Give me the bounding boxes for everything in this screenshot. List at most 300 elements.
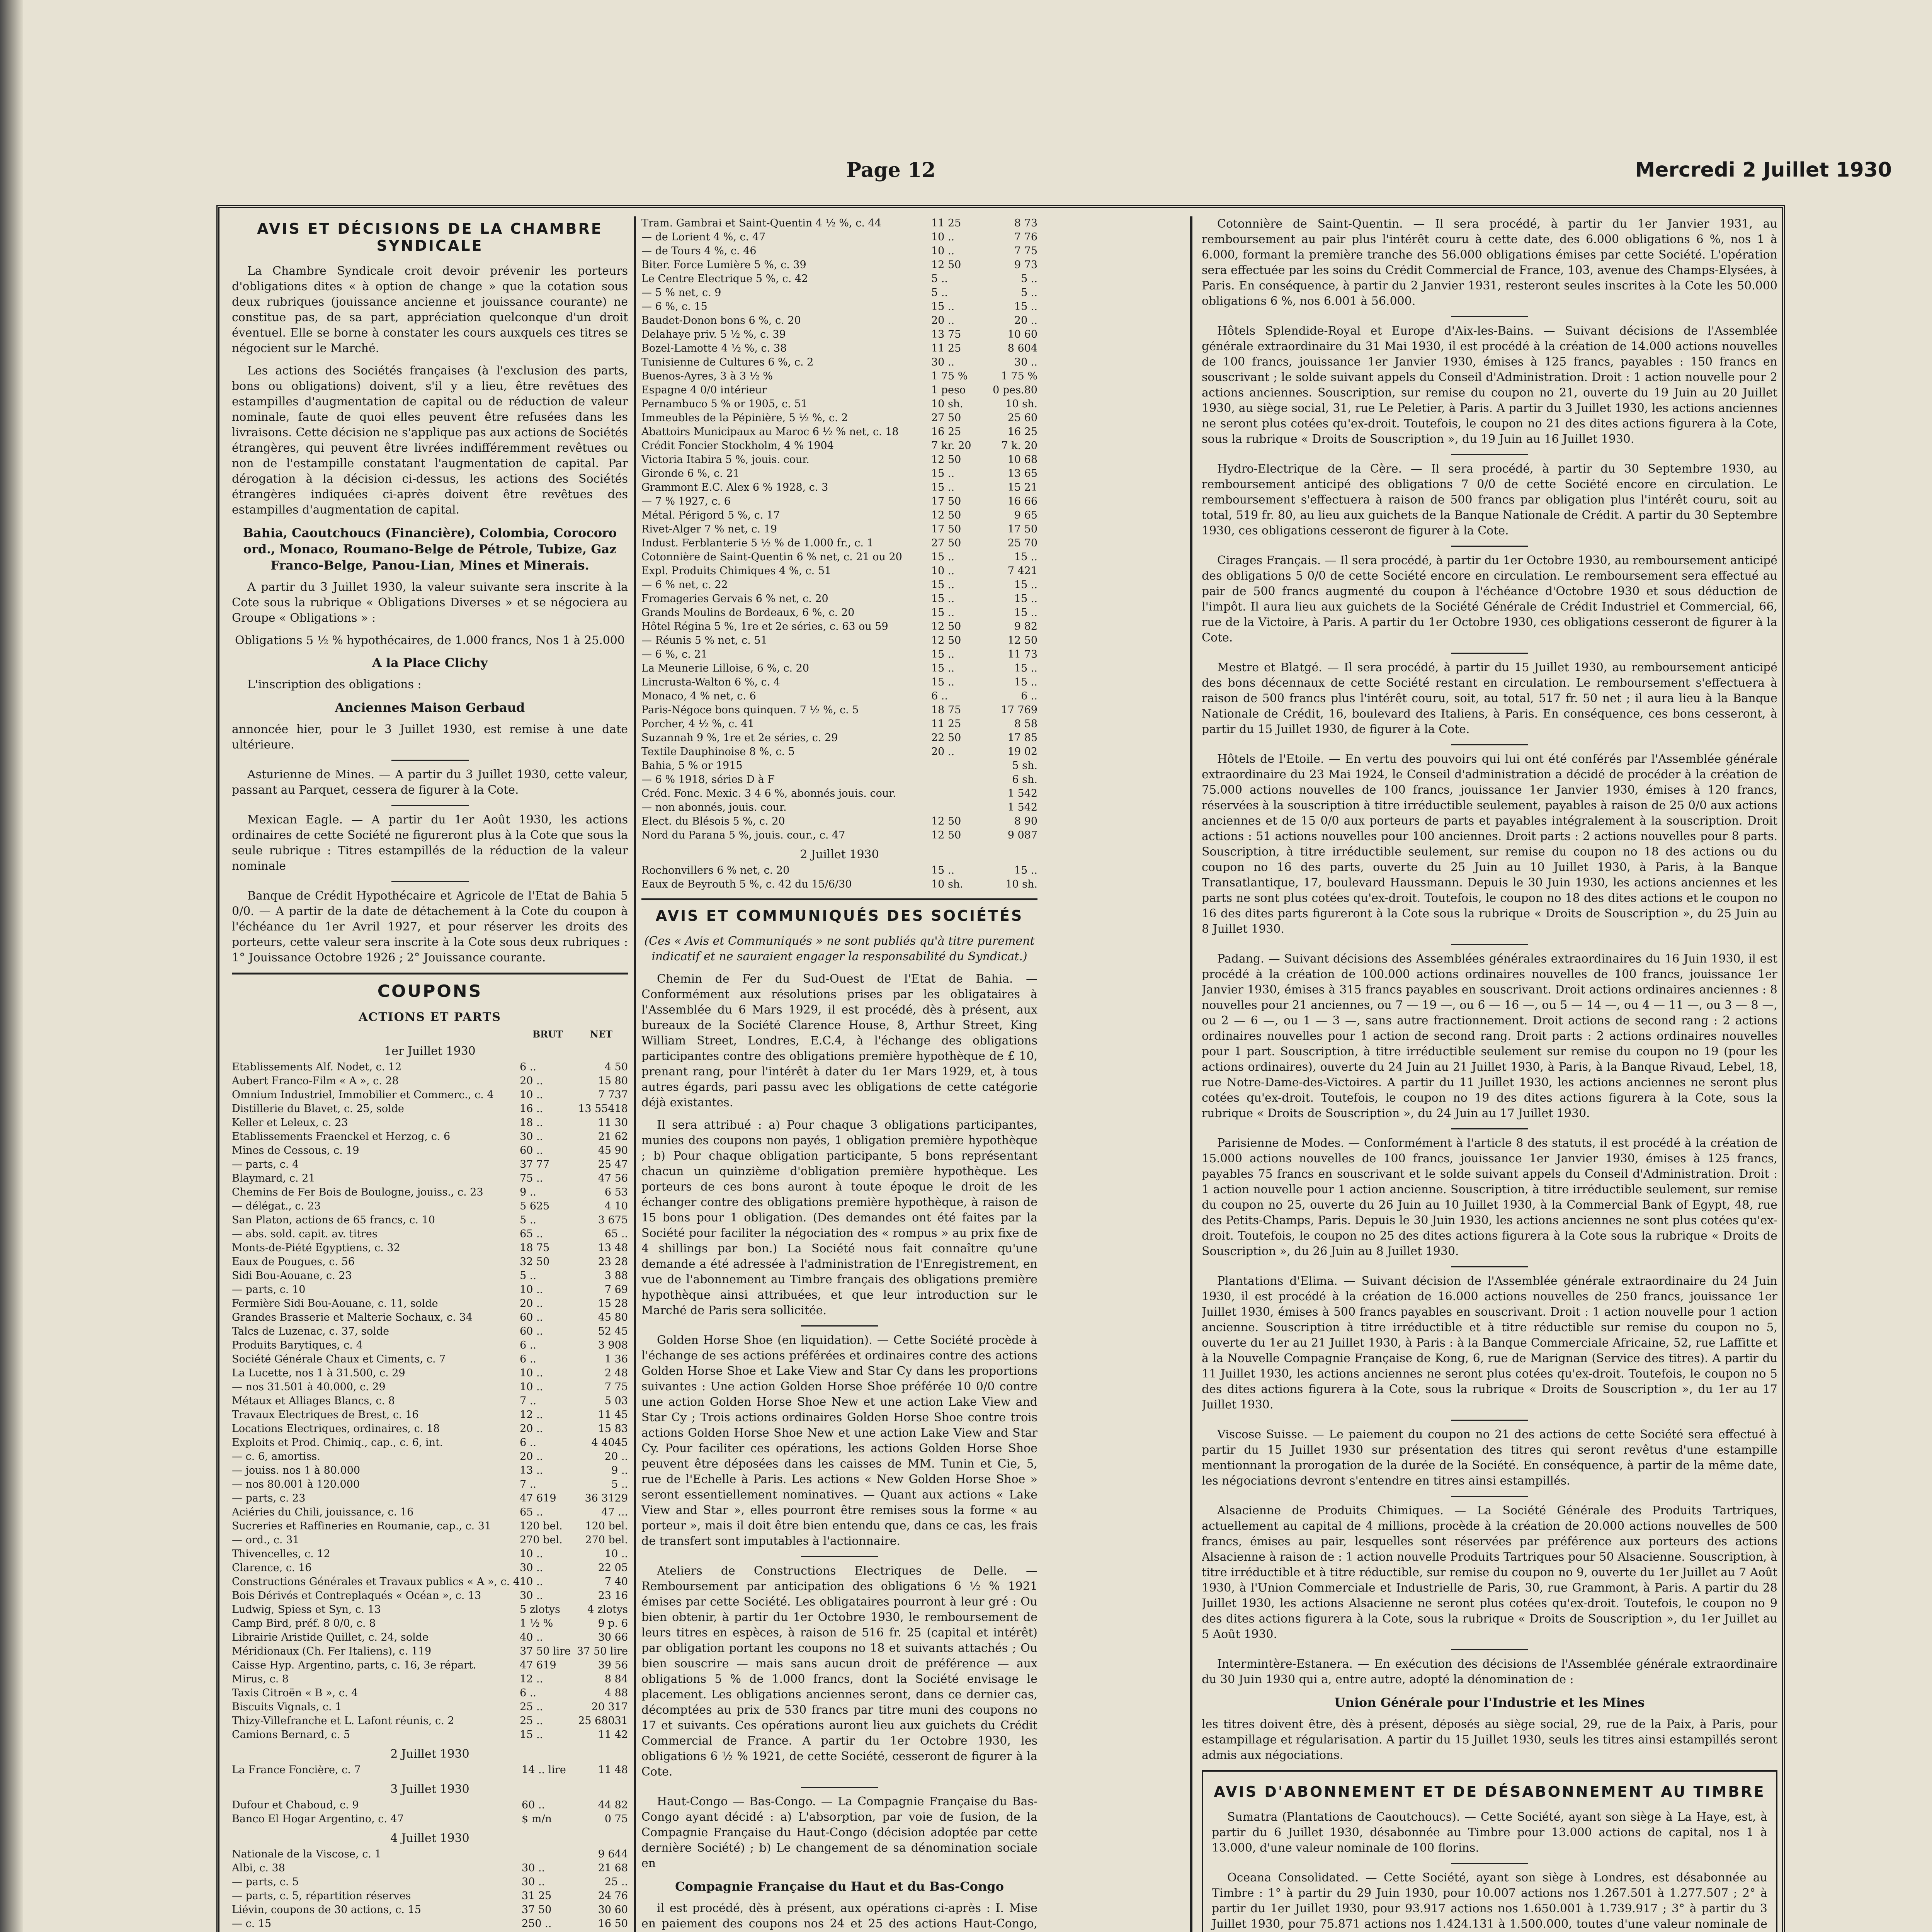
column-right xyxy=(1202,216,1777,1932)
coupon-brut: 27 50 xyxy=(931,537,961,549)
coupon-name: Ludwig, Spiess et Syn, c. 13 xyxy=(232,1604,381,1616)
coupon-brut: 7 kr. 20 xyxy=(931,440,971,452)
coupon-name: Indust. Ferblanterie 5 ½ % de 1.000 fr., c. 1 xyxy=(641,537,874,549)
divider xyxy=(1451,316,1528,317)
coupon-net: 3 88 xyxy=(604,1270,628,1282)
coupon-name: Métal. Périgord 5 %, c. 17 xyxy=(641,509,780,521)
avis-paragraph: Les actions des Sociétés françaises (à l'exclusion des parts, bons ou obligations) doivent, s'il y a lieu, être revêtues des estampilles d'augmentation de capital ou de réduction de valeur nominale, faute de quoi elles peuvent être refusées dans les livraisons. Cette décision ne s'applique pas aux actions de Sociétés étrangères, qui peuvent être livrées indifféremment revêtues ou non de l'estampille constatant l'augmentation de capital. Par dérogation à la décision ci-dessus, les actions des Sociétés étrangères indiquées ci-après doivent être revêtues des estampilles d'augmentation de capital. xyxy=(232,364,628,517)
coupon-brut: 47 619 xyxy=(520,1492,556,1504)
coupon-net: 11 30 xyxy=(598,1117,628,1129)
coupon-row xyxy=(232,1213,628,1227)
coupon-net: 16 25 xyxy=(1007,426,1037,438)
coupon-name: Victoria Itabira 5 %, jouis. cour. xyxy=(641,454,810,466)
coupon-brut: 60 .. xyxy=(522,1799,545,1811)
coupon-net: 15 .. xyxy=(1014,662,1037,674)
coupon-name: Société Générale Chaux et Ciments, c. 7 xyxy=(232,1353,446,1365)
coupon-row xyxy=(641,328,1037,342)
page-date: Mercredi 2 Juillet 1930 xyxy=(1635,158,1892,182)
coupon-row xyxy=(641,355,1037,369)
coupon-net: 15 .. xyxy=(1014,551,1037,563)
coupon-net: 8 58 xyxy=(1014,718,1037,730)
date-heading: 3 Juillet 1930 xyxy=(390,1782,469,1796)
coupon-brut: 7 .. xyxy=(520,1478,536,1490)
coupon-name: Métaux et Alliages Blancs, c. 8 xyxy=(232,1395,395,1407)
coupon-row xyxy=(641,258,1037,272)
coupon-name: Grands Moulins de Bordeaux, 6 %, c. 20 xyxy=(641,607,855,619)
coupon-brut: 6 .. xyxy=(520,1061,536,1073)
coupon-net: 7 k. 20 xyxy=(1001,440,1037,452)
avis-company-list: Bahia, Caoutchoucs (Financière), Colombia, Corocoro ord., Monaco, Roumano-Belge de Pétrole, Tubize, Gaz Franco-Belge, Panou-Lian, Mines et Minerais. xyxy=(243,526,617,573)
coupon-net: 44 82 xyxy=(598,1799,628,1811)
coupon-name: Grandes Brasserie et Malterie Sochaux, c. 34 xyxy=(232,1311,473,1323)
coupon-brut: 20 .. xyxy=(931,315,955,327)
coupon-brut: 120 bel. xyxy=(520,1520,563,1532)
divider xyxy=(1451,1128,1528,1129)
coupon-net: 120 bel. xyxy=(585,1520,628,1532)
coupon-brut: 6 .. xyxy=(931,690,948,702)
coupon-row xyxy=(641,878,1037,891)
coupon-row xyxy=(232,1889,628,1903)
coupon-table xyxy=(641,216,1037,842)
coupon-row xyxy=(232,1450,628,1464)
coupon-row xyxy=(232,1561,628,1575)
coupon-row xyxy=(232,1603,628,1617)
coupon-net: 22 05 xyxy=(598,1562,628,1574)
coupon-net: 5 sh. xyxy=(1012,760,1037,772)
notice-paragraph: Mestre et Blatgé. — Il sera procédé, à partir du 15 Juillet 1930, au remboursement anticipé des bons décennaux de cette Société restant en circulation. Le remboursement s'effectuera à raison de 500 francs plus l'intérêt couru, soit, au total, 517 fr. 50 net ; il aura lieu à la Banque Nationale de Crédit, 16, boulevard des Italiens, à Paris. En conséquence, ces bons cesseront, à partir du 15 Juillet 1930, de figurer à la Cote. xyxy=(1202,661,1777,736)
coupon-brut: 30 .. xyxy=(522,1862,545,1874)
coupon-net: 39 56 xyxy=(598,1659,628,1671)
coupon-name: Fromageries Gervais 6 % net, c. 20 xyxy=(641,593,828,605)
coupon-name: Porcher, 4 ½ %, c. 41 xyxy=(641,718,754,730)
coupon-name: Travaux Electriques de Brest, c. 16 xyxy=(232,1409,419,1421)
coupon-name: Baudet-Donon bons 6 %, c. 20 xyxy=(641,315,801,327)
coupon-name: Tram. Gambrai et Saint-Quentin 4 ½ %, c. 44 xyxy=(641,217,881,229)
coupon-net: 16 50 xyxy=(598,1918,628,1930)
coupon-row xyxy=(641,815,1037,828)
avis-paragraph: L'inscription des obligations : xyxy=(247,678,422,691)
coupon-brut: 15 .. xyxy=(520,1729,543,1741)
timbre-title: AVIS D'ABONNEMENT ET DE DÉSABONNEMENT AU TIMBRE xyxy=(1214,1783,1765,1800)
coupon-net: 25 .. xyxy=(604,1876,628,1888)
coupon-name: Rivet-Alger 7 % net, c. 19 xyxy=(641,523,777,535)
coupon-net: 15 .. xyxy=(1014,676,1037,688)
coupon-table xyxy=(232,1847,628,1932)
coupon-net: 7 69 xyxy=(604,1284,628,1296)
coupon-brut: $ m/n xyxy=(522,1813,552,1825)
divider xyxy=(801,1556,878,1557)
coupon-brut: 12 50 xyxy=(931,815,961,827)
notice-paragraph: Hydro-Electrique de la Cère. — Il sera procédé, à partir du 30 Septembre 1930, au remboursement anticipé des obligations 7 0/0 de cette Société encore en circulation. Le remboursement s'effectuera à raison de 500 francs par obligation plus l'intérêt couru, soit au total, 519 fr. 80, au lieu aux guichets de la Banque Nationale de Crédit. A partir du 30 Septembre 1930, ces obligations cesseront de figurer à la Cote. xyxy=(1202,462,1777,537)
coupon-row xyxy=(232,1158,628,1172)
coupon-row xyxy=(232,1116,628,1130)
column-headers xyxy=(232,1029,612,1040)
coupon-net: 37 50 lire xyxy=(577,1645,628,1657)
coupon-name: Rochonvillers 6 % net, c. 20 xyxy=(641,864,790,876)
coupon-net: 11 48 xyxy=(598,1764,628,1776)
coupon-table xyxy=(232,1798,628,1826)
coupon-row xyxy=(641,453,1037,467)
coupon-name: Clarence, c. 16 xyxy=(232,1562,312,1574)
coupon-net: 7 421 xyxy=(1007,565,1037,577)
date-heading: 2 Juillet 1930 xyxy=(800,848,879,861)
coupon-name: Fermière Sidi Bou-Aouane, c. 11, solde xyxy=(232,1298,438,1310)
column-left xyxy=(232,216,628,1932)
coupon-net: 20 317 xyxy=(591,1701,628,1713)
coupon-brut: 25 .. xyxy=(520,1701,543,1713)
coupon-row xyxy=(232,1255,628,1269)
notice-paragraph: Ateliers de Constructions Electriques de Delle. — Remboursement par anticipation des obligations 6 ½ % 1921 émises par cette Société. Les obligataires pourront à leur gré : Ou bien obtenir, à partir du 1er Octobre 1930, le remboursement de leurs titres en espèces, à raison de 516 fr. 25 (capital et intérêt) par obligation portant les coupons no 18 et suivants attachés ; Ou bien souscrire — mais sans aucun droit de préférence — aux obligations 5 % de 1.000 francs, dont la Société envisage le placement. Les obligations anciennes seront, dans ce dernier cas, décomptées au prix de 530 francs par titre muni des coupons no 17 et suivants. Ces opérations auront lieu aux guichets du Crédit Commercial de France. A partir du 1er Octobre 1930, les obligations 6 ½ % 1921, de cette Société, cesseront de figurer à la Cote. xyxy=(641,1564,1037,1779)
avis-paragraph: Asturienne de Mines. — A partir du 3 Juillet 1930, cette valeur, passant au Parquet, cessera de figurer à la Cote. xyxy=(232,768,628,797)
coupon-name: Caisse Hyp. Argentino, parts, c. 16, 3e répart. xyxy=(232,1659,476,1671)
avis-line: A la Place Clichy xyxy=(372,655,488,670)
coupon-name: — délégat., c. 23 xyxy=(232,1200,321,1212)
coupon-name: — parts, c. 23 xyxy=(232,1492,306,1504)
coupon-net: 7 75 xyxy=(604,1381,628,1393)
coupon-row xyxy=(232,1700,628,1714)
coupon-net: 13 55418 xyxy=(578,1103,628,1115)
coupon-net: 45 90 xyxy=(598,1145,628,1156)
coupon-row xyxy=(232,1686,628,1700)
coupon-name: Camp Bird, préf. 8 0/0, c. 8 xyxy=(232,1617,376,1629)
coupon-brut: 7 .. xyxy=(520,1395,536,1407)
coupon-brut: 5 625 xyxy=(520,1200,550,1212)
coupon-row xyxy=(641,314,1037,328)
coupon-net: 5 03 xyxy=(604,1395,628,1407)
coupon-net: 2 48 xyxy=(604,1367,628,1379)
coupon-brut: 15 .. xyxy=(931,648,955,660)
coupon-name: Chemins de Fer Bois de Boulogne, jouiss., c. 23 xyxy=(232,1186,483,1198)
coupon-net: 9 82 xyxy=(1014,621,1037,633)
coupon-net: 13 48 xyxy=(598,1242,628,1254)
coupon-brut: 30 .. xyxy=(931,356,955,368)
coupon-net: 15 80 xyxy=(598,1075,628,1087)
coupon-row xyxy=(232,1519,628,1533)
timbre-paragraph: Oceana Consolidated. — Cette Société, ayant son siège à Londres, est désabonnée au Timbre : 1° à partir du 29 Juin 1930, pour 10.007 actions nos 1.267.501 à 1.277.507 ; 2° à partir du 1er Juillet 1930, pour 93.917 actions nos 1.650.001 à 1.739.917 ; 3° à partir du 3 Juillet 1930, pour 75.871 actions nos 1.424.131 à 1.500.000, toutes d'une valeur nominale de xyxy=(1212,1871,1767,1931)
divider xyxy=(1451,1863,1528,1864)
coupon-row xyxy=(232,1297,628,1311)
coupon-name: Elect. du Blésois 5 %, c. 20 xyxy=(641,815,785,827)
coupon-net: 7 40 xyxy=(604,1576,628,1588)
divider xyxy=(391,805,469,806)
divider xyxy=(1451,546,1528,547)
coupon-row xyxy=(232,1380,628,1394)
coupon-name: — parts, c. 4 xyxy=(232,1158,299,1170)
coupon-row xyxy=(641,620,1037,634)
coupon-row xyxy=(641,592,1037,606)
coupon-name: — de Lorient 4 %, c. 47 xyxy=(641,231,766,243)
coupon-name: Lincrusta-Walton 6 %, c. 4 xyxy=(641,676,781,688)
coupon-net: 15 .. xyxy=(1014,579,1037,591)
coupon-row xyxy=(641,230,1037,244)
coupon-net: 47 ... xyxy=(601,1506,628,1518)
coupon-row xyxy=(232,1394,628,1408)
coupon-net: 9 .. xyxy=(611,1464,628,1476)
coupon-name: Exploits et Prod. Chimiq., cap., c. 6, int. xyxy=(232,1437,443,1449)
notice-company-name: Union Générale pour l'Industrie et les Mines xyxy=(1334,1695,1645,1710)
coupon-row xyxy=(232,1631,628,1645)
coupon-name: — 6 % net, c. 22 xyxy=(641,579,728,591)
coupon-row xyxy=(641,383,1037,397)
coupon-name: — 6 %, c. 15 xyxy=(641,301,707,313)
coupon-row xyxy=(232,1903,628,1917)
coupon-name: San Platon, actions de 65 francs, c. 10 xyxy=(232,1214,435,1226)
coupon-row xyxy=(641,397,1037,411)
coupon-net: 9 73 xyxy=(1014,259,1037,271)
coupon-name: Nationale de la Viscose, c. 1 xyxy=(232,1848,381,1860)
coupon-name: Tunisienne de Cultures 6 %, c. 2 xyxy=(641,356,814,368)
coupon-net: 6 sh. xyxy=(1012,774,1037,786)
coupon-brut xyxy=(931,759,980,773)
coupon-brut: 6 .. xyxy=(520,1437,536,1449)
coupon-name: — 7 % 1927, c. 6 xyxy=(641,495,731,507)
coupon-name: Mines de Cessous, c. 19 xyxy=(232,1145,359,1156)
coupon-row xyxy=(232,1645,628,1658)
coupon-net: 52 45 xyxy=(598,1325,628,1337)
coupon-net: 7 737 xyxy=(598,1089,628,1101)
coupon-brut: 30 .. xyxy=(520,1562,543,1574)
coupon-net: 6 53 xyxy=(604,1186,628,1198)
coupon-net: 25 68031 xyxy=(578,1715,628,1727)
date-heading: 2 Juillet 1930 xyxy=(390,1747,469,1761)
date-heading: 4 Juillet 1930 xyxy=(390,1832,469,1845)
coupon-name: Librairie Aristide Quillet, c. 24, solde xyxy=(232,1631,429,1643)
coupon-row xyxy=(641,536,1037,550)
coupon-net: 4 88 xyxy=(604,1687,628,1699)
coupon-row xyxy=(232,1478,628,1492)
coupon-brut: 12 50 xyxy=(931,509,961,521)
notice-paragraph: les titres doivent être, dès à présent, déposés au siège social, 29, rue de la Paix, à Paris, pour estampillage et régularisation. A partir du 15 Juillet 1930, seuls les titres ainsi estampillés seront admis aux négociations. xyxy=(1202,1718,1777,1762)
coupon-brut: 13 .. xyxy=(520,1464,543,1476)
coupon-net: 24 76 xyxy=(598,1890,628,1902)
coupon-row xyxy=(641,481,1037,495)
coupon-brut: 13 75 xyxy=(931,328,961,340)
coupon-brut: 60 .. xyxy=(520,1145,543,1156)
coupon-row xyxy=(232,1269,628,1283)
coupon-brut: 31 25 xyxy=(522,1890,552,1902)
coupon-net: 19 02 xyxy=(1007,746,1037,758)
coupon-row xyxy=(641,272,1037,286)
avis-line: Obligations 5 ½ % hypothécaires, de 1.000 francs, Nos 1 à 25.000 xyxy=(235,634,625,647)
notice-paragraph: Alsacienne de Produits Chimiques. — La Société Générale des Produits Tartriques, actuellement au capital de 4 millions, procède à la création de 20.000 actions nouvelles de 500 francs, émises au pair, lesquelles sont réservées par préférence aux porteurs des actions Alsacienne à raison de : 1 action nouvelle Produits Tartriques pour 50 Alsacienne. Souscription, à titre irréductible et à titre réductible, sur remise du coupon no 9, ouverte du 1er Juillet au 7 Août 1930, à l'Union Commerciale et Industrielle de Paris, 30, rue Grammont, à Paris. A partir du 28 Juillet 1930, les actions Alsacienne ne seront plus cotées qu'ex-droit. Toutefois, le coupon no 9 des dites actions figurera à la Cote, sous la rubrique « Droits de Souscription », du 1er Juillet au 5 Août 1930. xyxy=(1202,1504,1777,1641)
coupon-row xyxy=(641,244,1037,258)
coupon-brut: 12 .. xyxy=(520,1673,543,1685)
coupon-net: 13 65 xyxy=(1007,468,1037,480)
avis-communiques-title: AVIS ET COMMUNIQUÉS DES SOCIÉTÉS xyxy=(655,907,1024,924)
coupon-row xyxy=(232,1130,628,1144)
coupon-name: Camions Bernard, c. 5 xyxy=(232,1729,350,1741)
coupon-row xyxy=(232,1658,628,1672)
coupon-net: 8 84 xyxy=(604,1673,628,1685)
divider xyxy=(801,1787,878,1788)
timbre-box xyxy=(1202,1770,1777,1932)
coupon-brut: 10 sh. xyxy=(931,878,963,890)
divider xyxy=(391,760,469,761)
coupon-row xyxy=(641,731,1037,745)
coupon-brut: 15 .. xyxy=(931,864,955,876)
coupon-name: Suzannah 9 %, 1re et 2e séries, c. 29 xyxy=(641,732,838,744)
coupon-net: 30 66 xyxy=(598,1631,628,1643)
coupon-net: 4 50 xyxy=(604,1061,628,1073)
coupon-brut: 10 .. xyxy=(931,565,955,577)
coupon-row xyxy=(232,1464,628,1478)
avis-paragraph: annoncée hier, pour le 3 Juillet 1930, est remise à une date ultérieure. xyxy=(232,723,628,752)
notice-paragraph: Cotonnière de Saint-Quentin. — Il sera procédé, à partir du 1er Janvier 1931, au remboursement au pair plus l'intérêt couru à cette date, des 6.000 obligations 6 %, nos 1 à 6.000, formant la première tranche des 56.000 obligations émises par cette Société. L'opération sera effectuée par les soins du Crédit Commercial de France, 103, avenue des Champs-Elysées, à Paris. En conséquence, à partir du 2 Janvier 1931, resteront seules inscrites à la Cote les 50.000 obligations 6 %, nos 6.001 à 56.000. xyxy=(1202,217,1777,308)
notice-paragraph: Cirages Français. — Il sera procédé, à partir du 1er Octobre 1930, au remboursement anticipé des obligations 5 0/0 de cette Société encore en circulation. Le remboursement sera effectué au pair de 500 francs augmenté du coupon à l'échéance d'Octobre 1930 et sous déduction de l'impôt. Il aura lieu aux guichets de la Société Générale de Crédit Industriel et Commercial, 66, rue de la Victoire, à Paris. A partir du 1er Octobre 1930, ces obligations cesseront de figurer à la Cote. xyxy=(1202,554,1777,645)
notice-paragraph: Il sera attribué : a) Pour chaque 3 obligations participantes, munies des coupons non payés, 1 obligation première hypothèque ; b) Pour chaque obligation participante, 5 bons représentant chacun un quinzième d'obligation première hypothèque. Les porteurs de ces bons auront à toute époque le droit de les échanger contre des obligations première hypothèque, à raison de 15 bons pour 1 obligation. (Des demandes ont été faites par la Société pour faciliter la négociation des « rompus » au prix fixe de 4 shillings par bon.) La Société nous fait connaître qu'une demande a été adressée à l'administration de l'Enregistrement, en vue de l'abonnement au Timbre français des obligations première hypothèque ainsi attribuées, et que leur introduction sur le Marché de Paris sera sollicitée. xyxy=(641,1118,1037,1317)
coupon-name: Delahaye priv. 5 ½ %, c. 39 xyxy=(641,328,786,340)
coupon-row xyxy=(232,1060,628,1074)
coupon-brut: 10 sh. xyxy=(931,398,963,410)
coupon-row xyxy=(232,1283,628,1297)
coupon-name: Grammont E.C. Alex 6 % 1928, c. 3 xyxy=(641,481,828,493)
page-number: Page 12 xyxy=(846,158,936,182)
coupon-name: Abattoirs Municipaux au Maroc 6 ½ % net, c. 18 xyxy=(641,426,899,438)
coupon-brut: 32 50 xyxy=(520,1256,550,1268)
column-rule xyxy=(1190,216,1192,1932)
coupon-name: Gironde 6 %, c. 21 xyxy=(641,468,740,480)
coupon-name: Mirus, c. 8 xyxy=(232,1673,289,1685)
coupon-name: Constructions Générales et Travaux publics « A », c. 4 xyxy=(232,1576,520,1588)
coupon-name: Keller et Leleux, c. 23 xyxy=(232,1117,348,1129)
coupon-net: 15 21 xyxy=(1007,481,1037,493)
coupon-brut: 5 .. xyxy=(520,1214,536,1226)
coupon-net: 4 4045 xyxy=(591,1437,628,1449)
coupon-brut: 20 .. xyxy=(931,746,955,758)
coupon-row xyxy=(232,1366,628,1380)
coupon-brut: 12 50 xyxy=(931,621,961,633)
coupon-net: 8 604 xyxy=(1007,342,1037,354)
coupon-name: Produits Barytiques, c. 4 xyxy=(232,1339,363,1351)
coupon-row xyxy=(641,342,1037,355)
coupon-row xyxy=(641,634,1037,648)
coupon-row xyxy=(232,1505,628,1519)
coupon-row xyxy=(641,801,1037,815)
coupon-brut: 10 .. xyxy=(520,1548,543,1560)
coupon-row xyxy=(232,1492,628,1505)
coupon-net: 16 66 xyxy=(1007,495,1037,507)
coupon-row xyxy=(641,703,1037,717)
coupon-name: Bozel-Lamotte 4 ½ %, c. 38 xyxy=(641,342,787,354)
coupon-net: 11 73 xyxy=(1007,648,1037,660)
notice-paragraph: Chemin de Fer du Sud-Ouest de l'Etat de Bahia. — Conformément aux résolutions prises par les obligataires à l'Assemblée du 6 Mars 1929, il est procédé, dès à présent, aux bureaux de la Société Clarence House, 8, Arthur Street, King William Street, Londres, E.C.4, à l'échange des obligations participantes contre des obligations première hypothèque de £ 10, prenant rang, pour l'intérêt à dater du 1er Mars 1929, et, à tous autres égards, pari passu avec les obligations de cette catégorie déjà existantes. xyxy=(641,972,1037,1109)
coupon-net: 30 .. xyxy=(1014,356,1037,368)
coupon-brut: 16 .. xyxy=(520,1103,543,1115)
coupon-row xyxy=(232,1917,628,1931)
divider xyxy=(1451,744,1528,745)
coupon-name: Crédit Foncier Stockholm, 4 % 1904 xyxy=(641,440,834,452)
coupon-name: Thizy-Villefranche et L. Lafont réunis, c. 2 xyxy=(232,1715,454,1727)
coupon-row xyxy=(232,1325,628,1338)
coupon-brut: 20 .. xyxy=(520,1075,543,1087)
coupon-brut: 10 .. xyxy=(931,231,955,243)
coupon-row xyxy=(641,425,1037,439)
coupon-brut: 20 .. xyxy=(520,1451,543,1463)
coupon-row xyxy=(641,509,1037,522)
divider xyxy=(1451,944,1528,945)
coupon-net: 45 80 xyxy=(598,1311,628,1323)
coupon-row xyxy=(232,1547,628,1561)
coupon-name: Aubert Franco-Film « A », c. 28 xyxy=(232,1075,399,1087)
coupon-net: 47 56 xyxy=(598,1172,628,1184)
coupon-name: Méridionaux (Ch. Fer Italiens), c. 119 xyxy=(232,1645,432,1657)
coupon-brut: 65 .. xyxy=(520,1228,543,1240)
coupon-row xyxy=(232,1102,628,1116)
coupon-brut: 5 zlotys xyxy=(520,1604,560,1616)
notice-paragraph: Hôtels de l'Etoile. — En vertu des pouvoirs qui lui ont été conférés par l'Assemblée générale extraordinaire du 23 Mai 1924, le Conseil d'administration a décidé de procéder à la création de 75.000 actions nouvelles de 100 francs, jouissance 1er Janvier 1930, émises à 120 francs, réservées à la souscription à titre irréductible seulement, payables à raison de 25 0/0 aux actions anciennes et de 15 0/0 aux porteurs de parts et payables intégralement à la souscription. Droit actions : 51 actions nouvelles pour 100 anciennes. Droit parts : 2 actions nouvelles pour 8 parts. Souscription, à titre irréductible seulement, sur remise du coupon no 18 des actions ou du coupon no 16 des parts, ouverte du 25 Juin au 10 Juillet 1930, à Paris, à la Banque Transatlantique, 17, boulevard Haussmann. Depuis le 30 Juin 1930, les actions anciennes et les parts ne sont plus cotées qu'ex-droit. Toutefois, le coupon no 18 des dites actions et le coupon no 16 des dites parts figureront à la Cote sous la rubrique « Droits de Souscription », du 25 Juin au 8 Juillet 1930. xyxy=(1202,752,1777,936)
coupon-name: Biscuits Vignals, c. 1 xyxy=(232,1701,342,1713)
divider xyxy=(1451,454,1528,455)
coupon-brut: 16 25 xyxy=(931,426,961,438)
coupon-brut: 15 .. xyxy=(931,676,955,688)
coupon-net: 1 36 xyxy=(604,1353,628,1365)
coupon-net: 8 90 xyxy=(1014,815,1037,827)
coupon-brut: 11 25 xyxy=(931,217,961,229)
coupon-brut xyxy=(522,1847,570,1861)
section-bar xyxy=(232,973,628,975)
coupon-name: — parts, c. 5, répartition réserves xyxy=(232,1890,411,1902)
coupon-brut: 17 50 xyxy=(931,523,961,535)
coupon-net: 36 3129 xyxy=(585,1492,628,1504)
avis-paragraph: La Chambre Syndicale croit devoir prévenir les porteurs d'obligations dites « à option de change » que la cotation sous deux rubriques (jouissance ancienne et jouissance courante) ne constitue pas, de sa part, appréciation quelconque d'un droit éventuel. Elle se borne à constater les cours auxquels ces titres se négocient sur le Marché. xyxy=(232,264,628,355)
coupon-row xyxy=(641,495,1037,509)
coupon-row xyxy=(641,216,1037,230)
page-header xyxy=(124,158,1892,193)
coupon-brut: 18 75 xyxy=(520,1242,550,1254)
coupon-row xyxy=(232,1589,628,1603)
coupon-net: 270 bel. xyxy=(585,1534,628,1546)
net-header: NET xyxy=(590,1029,612,1040)
coupon-name: Liévin, coupons de 30 actions, c. 15 xyxy=(232,1904,421,1916)
coupon-row xyxy=(232,1728,628,1742)
coupon-table xyxy=(232,1763,628,1777)
coupon-row xyxy=(641,689,1037,703)
coupon-brut: 27 50 xyxy=(931,412,961,424)
coupon-brut: 10 .. xyxy=(520,1576,543,1588)
coupon-brut xyxy=(931,787,980,801)
divider xyxy=(1451,1496,1528,1497)
coupon-row xyxy=(232,1436,628,1450)
coupon-row xyxy=(641,369,1037,383)
coupon-brut: 60 .. xyxy=(520,1325,543,1337)
coupon-table xyxy=(641,864,1037,891)
coupon-brut: 30 .. xyxy=(520,1131,543,1143)
coupon-name: Aciéries du Chili, jouissance, c. 16 xyxy=(232,1506,414,1518)
coupon-name: Eaux de Beyrouth 5 %, c. 42 du 15/6/30 xyxy=(641,878,852,890)
coupon-brut: 15 .. xyxy=(931,551,955,563)
notice-paragraph: Golden Horse Shoe (en liquidation). — Cette Société procède à l'échange de ses actions préférées et ordinaires contre des actions Golden Horse Shoe et Lake View and Star Cy dans les proportions suivantes : Une action Golden Horse Shoe préférée 10 0/0 contre une action Golden Horse Shoe New et une action Lake View and Star Cy ; Trois actions ordinaires Golden Horse Shoe contre trois actions Golden Horse Shoe New et une action Lake View and Star Cy. Pour faciliter ces opérations, les actions Golden Horse Shoe peuvent être déposées dans les caisses de MM. Tunin et Cie, 5, rue de l'Echelle à Paris. Les actions « New Golden Horse Shoe » seront essentiellement nominatives. — Quant aux actions « Lake View and Star », elles pourront être remises sous la forme « au porteur », mais il doit être bien entendu que, dans ce cas, les frais de transfert sont imputables à l'actionnaire. xyxy=(641,1333,1037,1548)
coupon-name: Albi, c. 38 xyxy=(232,1862,285,1874)
coupon-row xyxy=(641,745,1037,759)
coupon-name: Blaymard, c. 21 xyxy=(232,1172,315,1184)
divider xyxy=(1451,653,1528,654)
coupon-brut: 10 .. xyxy=(520,1089,543,1101)
coupon-row xyxy=(232,1672,628,1686)
coupon-net: 11 42 xyxy=(598,1729,628,1741)
coupon-name: — 6 % 1918, séries D à F xyxy=(641,774,775,786)
coupon-name: Taxis Citroën « B », c. 4 xyxy=(232,1687,358,1699)
notice-company-name: Compagnie Française du Haut et du Bas-Congo xyxy=(675,1879,1004,1894)
coupon-brut: 11 25 xyxy=(931,718,961,730)
coupon-net: 25 47 xyxy=(598,1158,628,1170)
coupon-brut: 30 .. xyxy=(522,1876,545,1888)
coupon-net: 10 sh. xyxy=(1005,878,1037,890)
coupon-row xyxy=(232,1185,628,1199)
coupon-name: Locations Electriques, ordinaires, c. 18 xyxy=(232,1423,440,1435)
coupon-net: 10 60 xyxy=(1007,328,1037,340)
coupon-table xyxy=(232,1060,628,1742)
coupon-brut: 12 50 xyxy=(931,259,961,271)
